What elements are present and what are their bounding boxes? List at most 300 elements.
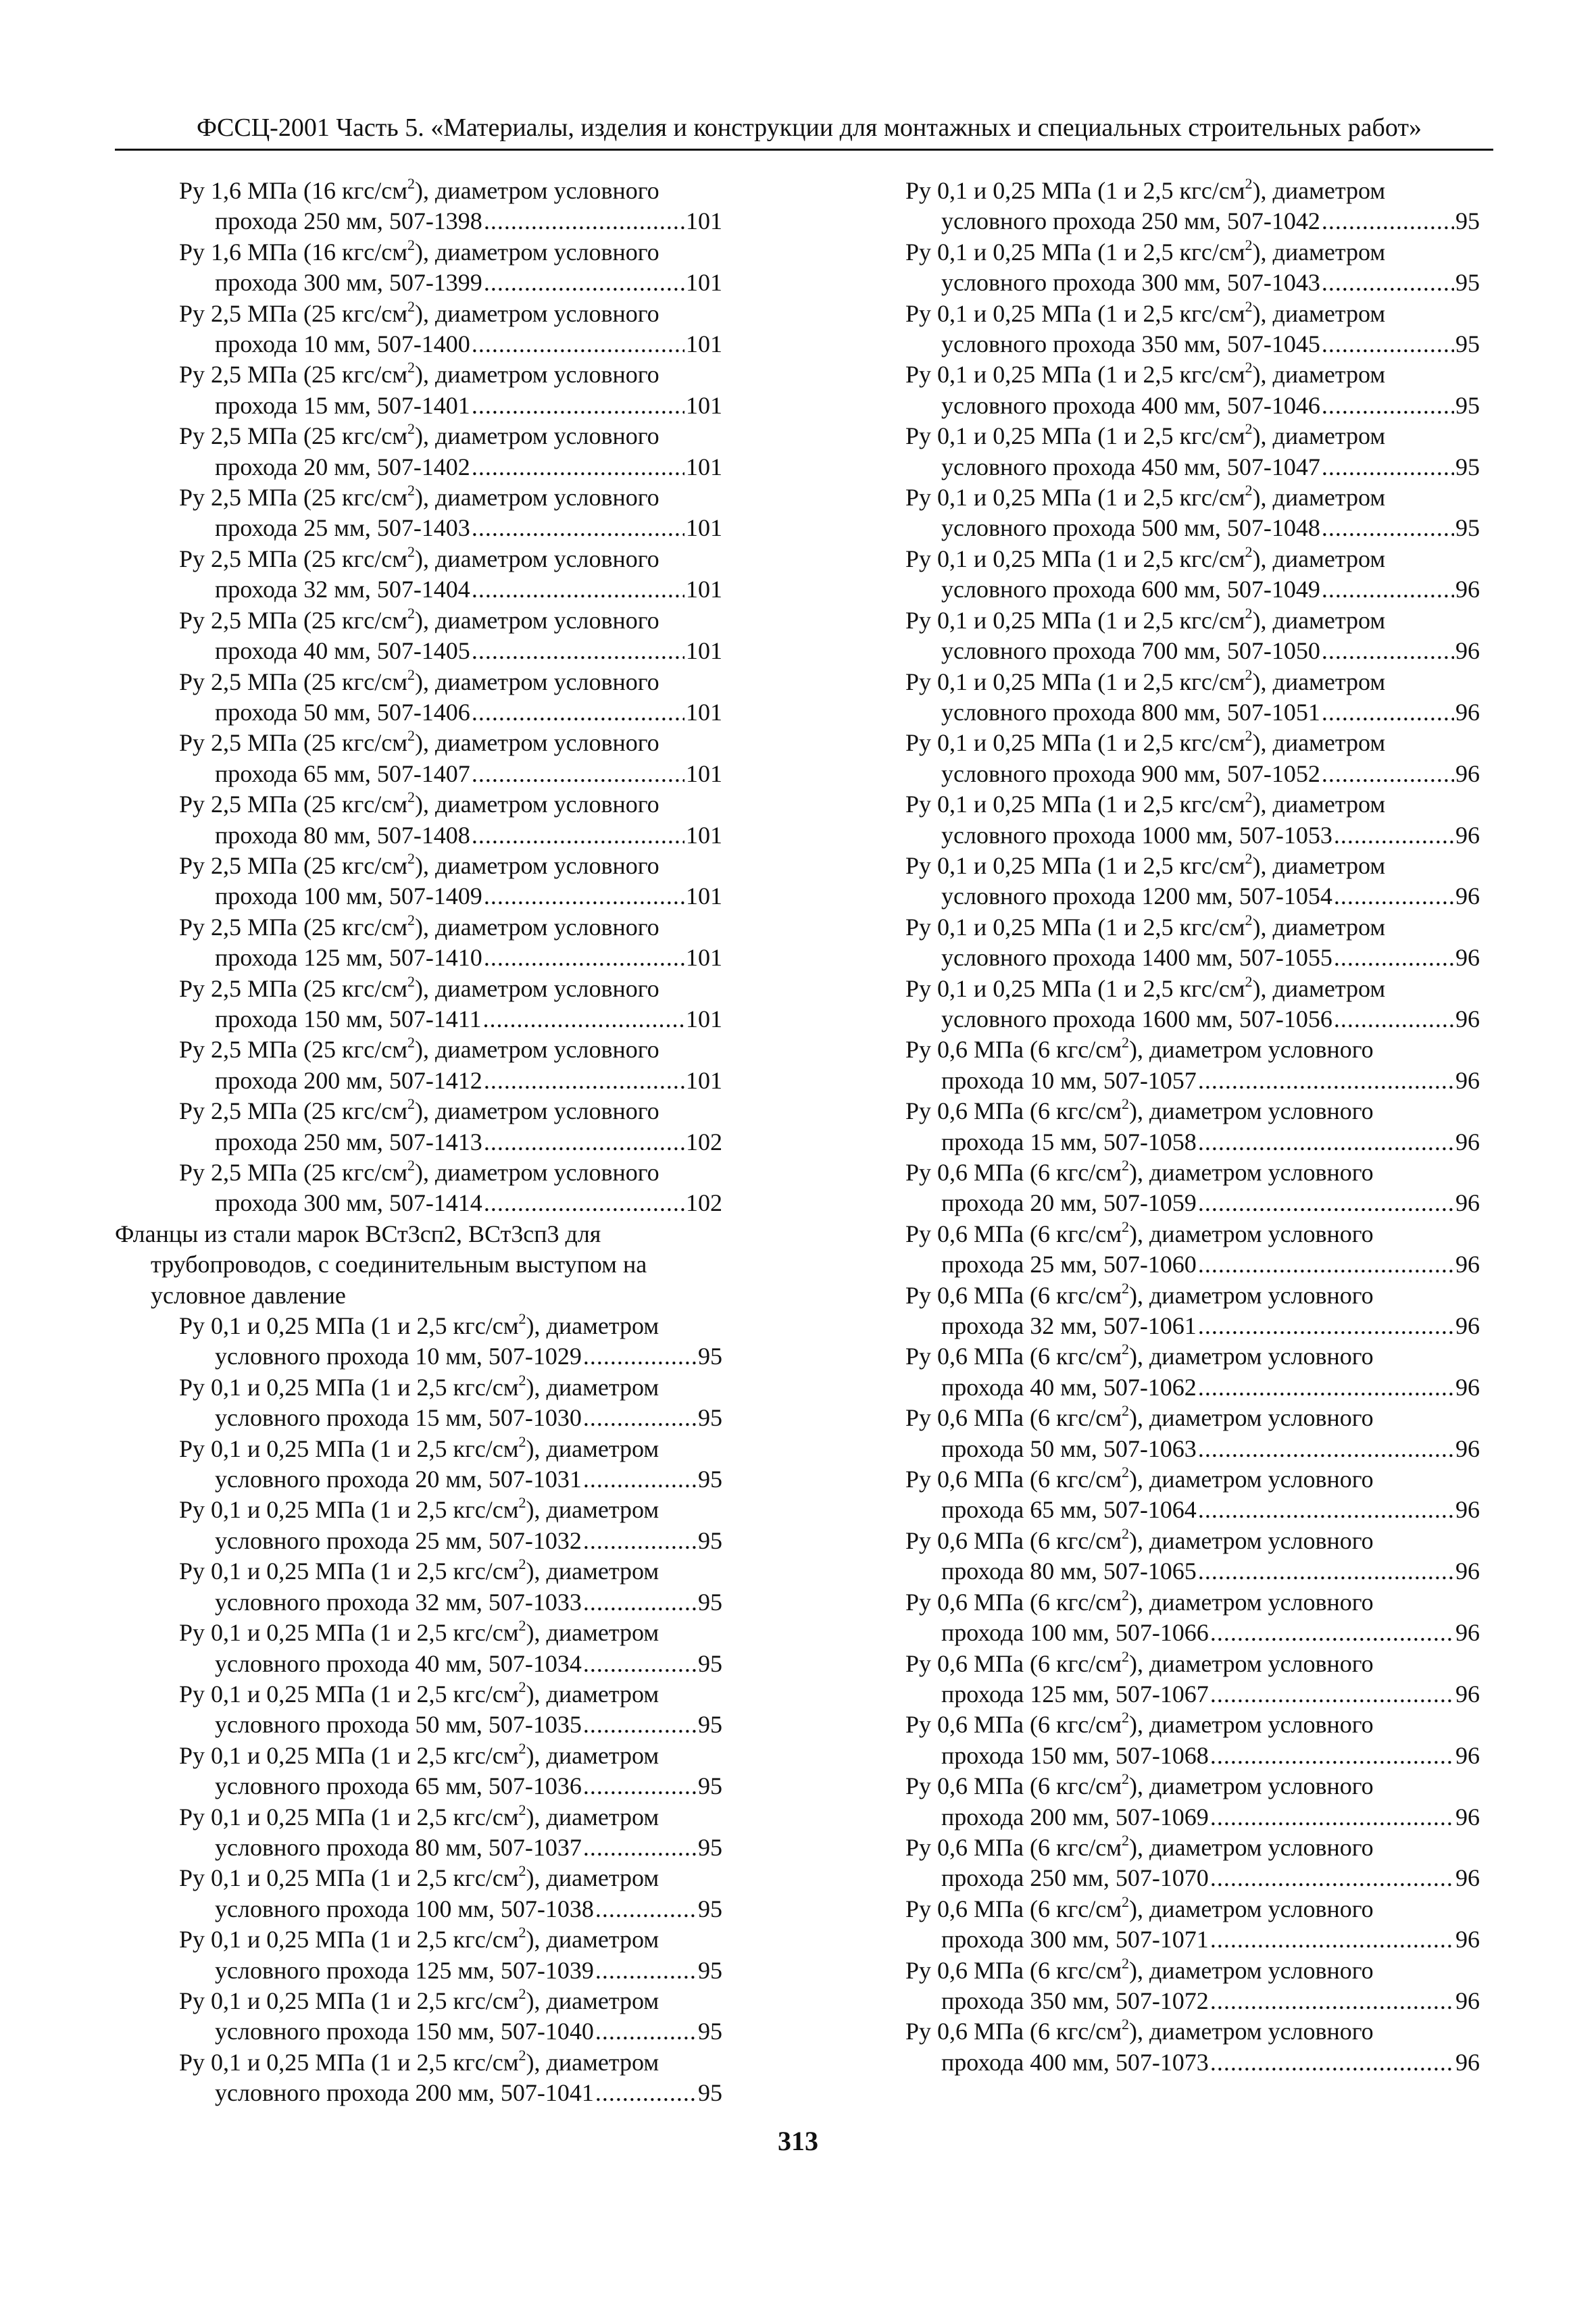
entry-pressure-text: Ру 0,6 МПа (6 кгс/см [905,1159,1122,1186]
entry-pressure-text: Ру 0,1 и 0,25 МПа (1 и 2,5 кгс/см [905,791,1245,818]
entry-description-text: ), диаметром условного [1129,2018,1374,2045]
dot-leader [472,513,684,543]
index-entry-line1 [115,1924,791,1955]
entry-page-number: 96 [1455,1435,1480,1462]
entry-page-number: 95 [1455,330,1480,358]
entry-superscript: 2 [518,1494,526,1512]
entry-pressure-text: Ру 0,1 и 0,25 МПа (1 и 2,5 кгс/см [905,299,1245,327]
index-entry-line2 [115,881,722,912]
index-entry [115,359,791,421]
entry-page-number: 101 [686,576,722,603]
index-entry [115,974,791,1035]
entry-superscript: 2 [407,727,415,745]
dot-leader [1322,697,1454,728]
entry-description-text: ), диаметром [526,1435,659,1462]
index-entry [115,1158,791,1219]
entry-code-text: прохода 125 мм, 507-1067 [941,1680,1209,1708]
index-entry-line2 [905,1679,1480,1710]
entry-page-number: 96 [1455,576,1480,603]
index-entry-line1 [115,1556,791,1587]
entry-superscript: 2 [1122,1095,1129,1113]
entry-pressure-text: Ру 2,5 МПа (25 кгс/см [179,422,407,450]
index-entry [905,1158,1480,1219]
entry-page-number: 101 [686,207,722,235]
entry-description-text: ), диаметром [1252,422,1386,450]
entry-description-text: ), диаметром [526,1926,659,1953]
index-entry-line2 [115,1526,722,1556]
entry-superscript: 2 [518,1862,526,1880]
index-entry-line2 [115,452,722,482]
entry-description-text: ), диаметром [1252,791,1386,818]
index-entry-line1 [115,912,791,943]
dot-leader [1322,391,1454,421]
index-entry-line2 [115,1894,722,1924]
entry-page-number: 95 [698,2079,722,2107]
index-entry-line2 [115,1649,722,1679]
dot-leader [583,1403,697,1433]
entry-code-text: условного прохода 1400 мм, 507-1055 [941,944,1332,972]
entry-pressure-text: Ру 0,6 МПа (6 кгс/см [905,1036,1122,1064]
entry-page-number: 101 [686,269,722,297]
entry-superscript: 2 [1122,1279,1129,1297]
entry-page-number: 102 [686,1189,722,1217]
index-entry [115,789,791,851]
entry-description-text: ), диаметром [1252,177,1386,204]
index-entry-line1 [905,605,1480,636]
entry-pressure-text: Ру 0,1 и 0,25 МПа (1 и 2,5 кгс/см [905,668,1245,695]
entry-superscript: 2 [407,1157,415,1174]
entry-page-number: 96 [1455,1558,1480,1585]
left-entries-group-a [115,176,791,1219]
entry-code-text: прохода 25 мм, 507-1403 [215,514,470,542]
entry-description-text: ), диаметром условного [1129,1772,1374,1800]
index-entry-line1 [905,299,1480,329]
entry-code-text: прохода 350 мм, 507-1072 [941,1987,1209,2014]
entry-code-text: условного прохода 15 мм, 507-1030 [215,1404,582,1432]
entry-code-text: условного прохода 20 мм, 507-1031 [215,1466,582,1493]
entry-superscript: 2 [1122,1218,1129,1235]
entry-page-number: 101 [686,882,722,910]
entry-pressure-text: Ру 2,5 МПа (25 кгс/см [179,668,407,695]
entry-superscript: 2 [407,1095,415,1113]
entry-page-number: 96 [1455,760,1480,787]
entry-superscript: 2 [407,482,415,499]
index-entry-line2 [905,391,1480,421]
entry-pressure-text: Ру 0,6 МПа (6 кгс/см [905,1711,1122,1739]
entry-code-text: прохода 100 мм, 507-1409 [215,882,482,910]
entry-pressure-text: Ру 0,1 и 0,25 МПа (1 и 2,5 кгс/см [179,1680,519,1708]
index-entry [115,605,791,667]
index-entry-line2 [905,329,1480,359]
entry-superscript: 2 [407,175,415,192]
entry-description-text: ), диаметром [1252,545,1386,572]
entry-description-text: ), диаметром условного [415,361,659,389]
index-entry [905,1587,1480,1649]
entry-code-text: прохода 200 мм, 507-1412 [215,1066,482,1094]
entry-code-text: условного прохода 1600 мм, 507-1056 [941,1005,1332,1032]
entry-superscript: 2 [1122,1341,1129,1358]
index-entry-line1 [905,667,1480,697]
entry-description-text: ), диаметром условного [1129,1343,1374,1370]
entry-pressure-text: Ру 2,5 МПа (25 кгс/см [179,1036,407,1064]
entry-description-text: ), диаметром условного [415,545,659,572]
entry-description-text: ), диаметром [526,2048,659,2076]
entry-pressure-text: Ру 0,6 МПа (6 кгс/см [905,1649,1122,1677]
entry-pressure-text: Ру 0,6 МПа (6 кгс/см [905,1220,1122,1247]
entry-page-number: 96 [1455,1066,1480,1094]
index-entry-line1 [905,728,1480,758]
entry-description-text: ), диаметром условного [1129,1956,1374,1984]
entry-superscript: 2 [1122,1586,1129,1603]
entry-page-number: 96 [1455,1619,1480,1647]
entry-superscript: 2 [518,1433,526,1450]
dot-leader [1198,1311,1454,1341]
entry-description-text: ), диаметром условного [415,791,659,818]
entry-code-text: условного прохода 500 мм, 507-1048 [941,514,1320,542]
dot-leader [1198,1495,1454,1525]
dot-leader [1210,1924,1454,1955]
entry-page-number: 95 [1455,207,1480,235]
index-entry-line1 [115,1372,791,1403]
entry-page-number: 95 [698,1895,722,1922]
index-entry-line1 [115,1802,791,1833]
index-entry-line1 [115,299,791,329]
index-entry-line1 [905,1464,1480,1495]
entry-description-text: ), диаметром [526,1803,659,1831]
index-entry [905,2016,1480,2078]
index-entry-line2 [115,1403,722,1433]
index-entry [905,359,1480,421]
dot-leader [595,2016,697,2047]
entry-page-number: 101 [686,1066,722,1094]
entry-page-number: 95 [1455,453,1480,480]
index-entry [115,1372,791,1434]
entry-page-number: 95 [698,1649,722,1677]
entry-pressure-text: Ру 1,6 МПа (16 кгс/см [179,238,407,266]
entry-description-text: ), диаметром условного [1129,1097,1374,1125]
index-entry-line2 [115,820,722,851]
section-heading-line: условное давление [151,1281,346,1309]
entry-superscript: 2 [1245,727,1253,745]
entry-description-text: ), диаметром условного [415,299,659,327]
entry-code-text: прохода 10 мм, 507-1400 [215,330,470,358]
index-entry [905,851,1480,912]
index-entry-line1 [905,1649,1480,1679]
dot-leader [472,329,684,359]
entry-page-number: 95 [698,2018,722,2045]
dot-leader [583,1526,697,1556]
index-entry-line1 [905,1526,1480,1556]
dot-leader [1198,1066,1454,1096]
entry-page-number: 101 [686,514,722,542]
index-entry-line2 [905,1127,1480,1158]
dot-leader [484,206,684,237]
entry-code-text: прохода 300 мм, 507-1399 [215,269,482,297]
dot-leader [472,574,684,605]
index-entry-line2 [115,574,722,605]
index-entry-line2 [905,452,1480,482]
dot-leader [472,697,684,728]
entry-description-text: ), диаметром условного [415,606,659,634]
entry-description-text: ), диаметром [526,1558,659,1585]
index-entry-line1 [115,1986,791,2016]
index-entry [115,1802,791,1864]
entry-code-text: условного прохода 1000 мм, 507-1053 [941,821,1332,849]
entry-page-number: 96 [1455,821,1480,849]
index-entry-line1 [115,1158,791,1188]
entry-superscript: 2 [1245,175,1253,192]
index-entry-line1 [905,974,1480,1004]
index-entry [115,1495,791,1556]
index-entry-line1 [115,667,791,697]
index-entry [905,1280,1480,1342]
section-heading-line: трубопроводов, с соединительным выступом на [151,1251,647,1278]
entry-description-text: ), диаметром условного [415,851,659,879]
index-entry-line2 [905,268,1480,298]
index-entry [905,1464,1480,1526]
index-entry-line1 [905,1219,1480,1249]
index-entry-line1 [115,2047,791,2078]
index-entry-line1 [905,237,1480,268]
entry-page-number: 96 [1455,1312,1480,1340]
entry-superscript: 2 [407,604,415,622]
dot-leader [595,1956,697,1986]
index-entry [905,1096,1480,1158]
index-entry [905,421,1480,482]
index-entry-line1 [905,544,1480,574]
entry-pressure-text: Ру 0,1 и 0,25 МПа (1 и 2,5 кгс/см [905,913,1245,941]
dot-leader [484,943,684,973]
entry-page-number: 96 [1455,698,1480,726]
entry-superscript: 2 [1245,911,1253,928]
entry-superscript: 2 [1122,1954,1129,1972]
entry-code-text: прохода 250 мм, 507-1413 [215,1128,482,1155]
entry-page-number: 95 [698,1833,722,1861]
dot-leader [1334,820,1454,851]
entry-pressure-text: Ру 2,5 МПа (25 кгс/см [179,729,407,757]
dot-leader [1198,1188,1454,1218]
dot-leader [583,1833,697,1863]
entry-description-text: ), диаметром условного [415,1097,659,1125]
entry-code-text: прохода 125 мм, 507-1410 [215,944,482,972]
entry-pressure-text: Ру 0,1 и 0,25 МПа (1 и 2,5 кгс/см [179,1312,519,1340]
index-entry-line1 [905,1710,1480,1740]
entry-pressure-text: Ру 0,6 МПа (6 кгс/см [905,1281,1122,1309]
dot-leader [1322,574,1454,605]
dot-leader [1210,1679,1454,1710]
dot-leader [1198,1372,1454,1403]
index-entry-line2 [115,206,722,237]
index-entry-line2 [905,1311,1480,1341]
index-entry-line2 [115,1341,722,1372]
entry-description-text: ), диаметром условного [1129,1833,1374,1861]
index-entry-line2 [115,1188,722,1218]
index-entry-line2 [115,1004,722,1035]
entry-pressure-text: Ру 0,1 и 0,25 МПа (1 и 2,5 кгс/см [179,2048,519,2076]
index-entry-line1 [905,1280,1480,1311]
dot-leader [484,881,684,912]
entry-code-text: прохода 300 мм, 507-1414 [215,1189,482,1217]
entry-page-number: 95 [1455,391,1480,419]
index-entry [905,912,1480,974]
dot-leader [482,1004,684,1035]
entry-code-text: условного прохода 200 мм, 507-1041 [215,2079,594,2107]
dot-leader [472,759,684,789]
dot-leader [484,1188,684,1218]
entry-page-number: 95 [1455,269,1480,297]
index-entry-line2 [905,1495,1480,1525]
entry-description-text: ), диаметром условного [1129,1526,1374,1554]
entry-code-text: прохода 32 мм, 507-1404 [215,576,470,603]
dot-leader [484,1127,684,1158]
entry-description-text: ), диаметром условного [415,974,659,1002]
entry-superscript: 2 [518,1555,526,1573]
index-entry [905,605,1480,667]
index-entry-line2 [905,1741,1480,1771]
dot-leader [1210,1741,1454,1771]
entry-description-text: ), диаметром условного [1129,1466,1374,1493]
entry-code-text: условного прохода 10 мм, 507-1029 [215,1343,582,1370]
entry-code-text: прохода 50 мм, 507-1063 [941,1435,1197,1462]
entry-pressure-text: Ру 2,5 МПа (25 кгс/см [179,1159,407,1186]
entry-superscript: 2 [1245,482,1253,499]
dot-leader [1322,268,1454,298]
index-entry-line2 [905,206,1480,237]
index-entry-line2 [115,391,722,421]
entry-superscript: 2 [1122,1831,1129,1849]
entry-superscript: 2 [518,2046,526,2064]
index-entry [115,1556,791,1618]
index-entry [905,482,1480,544]
dot-leader [595,1894,697,1924]
entry-superscript: 2 [1122,1464,1129,1481]
index-entry-line2 [115,1127,722,1158]
index-entry-line2 [905,1434,1480,1464]
entry-pressure-text: Ру 0,1 и 0,25 МПа (1 и 2,5 кгс/см [905,545,1245,572]
index-entry-line1 [115,1311,791,1341]
entry-superscript: 2 [407,420,415,438]
entry-pressure-text: Ру 0,6 МПа (6 кгс/см [905,1097,1122,1125]
dot-leader [1210,1863,1454,1893]
entry-pressure-text: Ру 0,1 и 0,25 МПа (1 и 2,5 кгс/см [179,1987,519,2014]
index-entry-line1 [115,176,791,206]
index-entry-line1 [115,1035,791,1065]
entry-page-number: 95 [698,1711,722,1739]
index-entry-line2 [905,1249,1480,1280]
index-entry-line1 [905,851,1480,881]
entry-superscript: 2 [1122,1524,1129,1542]
entry-page-number: 96 [1455,944,1480,972]
entry-code-text: прохода 200 мм, 507-1069 [941,1803,1209,1831]
entry-page-number: 101 [686,698,722,726]
entry-page-number: 96 [1455,1680,1480,1708]
index-entry-line1 [905,421,1480,451]
index-entry-line1 [905,359,1480,390]
index-entry [115,1741,791,1802]
entry-superscript: 2 [1245,236,1253,253]
index-entry [115,1863,791,1924]
index-entry-line1 [115,1434,791,1464]
index-entry-line2 [905,636,1480,666]
dot-leader [1210,1802,1454,1833]
index-entry-line1 [905,789,1480,820]
dot-leader [1334,881,1454,912]
entry-pressure-text: Ру 0,6 МПа (6 кгс/см [905,1956,1122,1984]
index-entry-line2 [115,1464,722,1495]
entry-description-text: ), диаметром условного [415,1036,659,1064]
index-entry-line2 [115,1956,722,1986]
entry-description-text: ), диаметром [1252,913,1386,941]
index-entry [115,299,791,360]
index-entry-line1 [115,974,791,1004]
entry-pressure-text: Ру 0,1 и 0,25 МПа (1 и 2,5 кгс/см [905,606,1245,634]
index-entry [115,851,791,912]
index-entry [115,544,791,605]
dot-leader [1334,943,1454,973]
entry-superscript: 2 [518,1371,526,1389]
entry-pressure-text: Ру 0,6 МПа (6 кгс/см [905,1833,1122,1861]
entry-code-text: прохода 50 мм, 507-1406 [215,698,470,726]
index-entry [115,1035,791,1096]
index-entry-line1 [115,1863,791,1893]
entry-superscript: 2 [1245,666,1253,683]
index-entry-line1 [905,2016,1480,2047]
entry-code-text: прохода 20 мм, 507-1059 [941,1189,1197,1217]
entry-code-text: прохода 250 мм, 507-1398 [215,207,482,235]
entry-description-text: ), диаметром [1252,484,1386,512]
index-entry [115,1311,791,1372]
entry-code-text: условного прохода 1200 мм, 507-1054 [941,882,1332,910]
index-entry-line2 [905,759,1480,789]
dot-leader [1210,2047,1454,2078]
entry-page-number: 95 [698,1466,722,1493]
index-entry [905,667,1480,728]
entry-description-text: ), диаметром [1252,361,1386,389]
entry-page-number: 96 [1455,1128,1480,1155]
entry-description-text: ), диаметром [526,1680,659,1708]
index-entry-line2 [905,820,1480,851]
dot-leader [583,1771,697,1801]
index-entry-line1 [905,912,1480,943]
entry-pressure-text: Ру 0,1 и 0,25 МПа (1 и 2,5 кгс/см [905,851,1245,879]
index-entry [905,1833,1480,1894]
entry-code-text: прохода 40 мм, 507-1405 [215,637,470,665]
entry-page-number: 96 [1455,1189,1480,1217]
entry-page-number: 95 [698,1343,722,1370]
entry-description-text: ), диаметром условного [1129,1159,1374,1186]
index-entry-line1 [115,789,791,820]
entry-page-number: 96 [1455,882,1480,910]
entry-code-text: условного прохода 32 мм, 507-1033 [215,1588,582,1616]
index-entry-line1 [115,544,791,574]
index-entry-line2 [905,697,1480,728]
index-entry-line2 [905,1924,1480,1955]
left-entries-group-b [115,1311,791,2109]
left-column [115,176,791,2109]
entry-page-number: 96 [1455,1373,1480,1401]
index-entry-line2 [905,1618,1480,1648]
index-entry [115,237,791,299]
entry-page-number: 96 [1455,1741,1480,1769]
entry-description-text: ), диаметром [526,1373,659,1401]
entry-page-number: 102 [686,1128,722,1155]
entry-code-text: условного прохода 80 мм, 507-1037 [215,1833,582,1861]
entry-pressure-text: Ру 0,6 МПа (6 кгс/см [905,1772,1122,1800]
dot-leader [472,636,684,666]
index-entry-line2 [115,943,722,973]
index-entry-line2 [905,1066,1480,1096]
entry-pressure-text: Ру 0,1 и 0,25 МПа (1 и 2,5 кгс/см [905,177,1245,204]
